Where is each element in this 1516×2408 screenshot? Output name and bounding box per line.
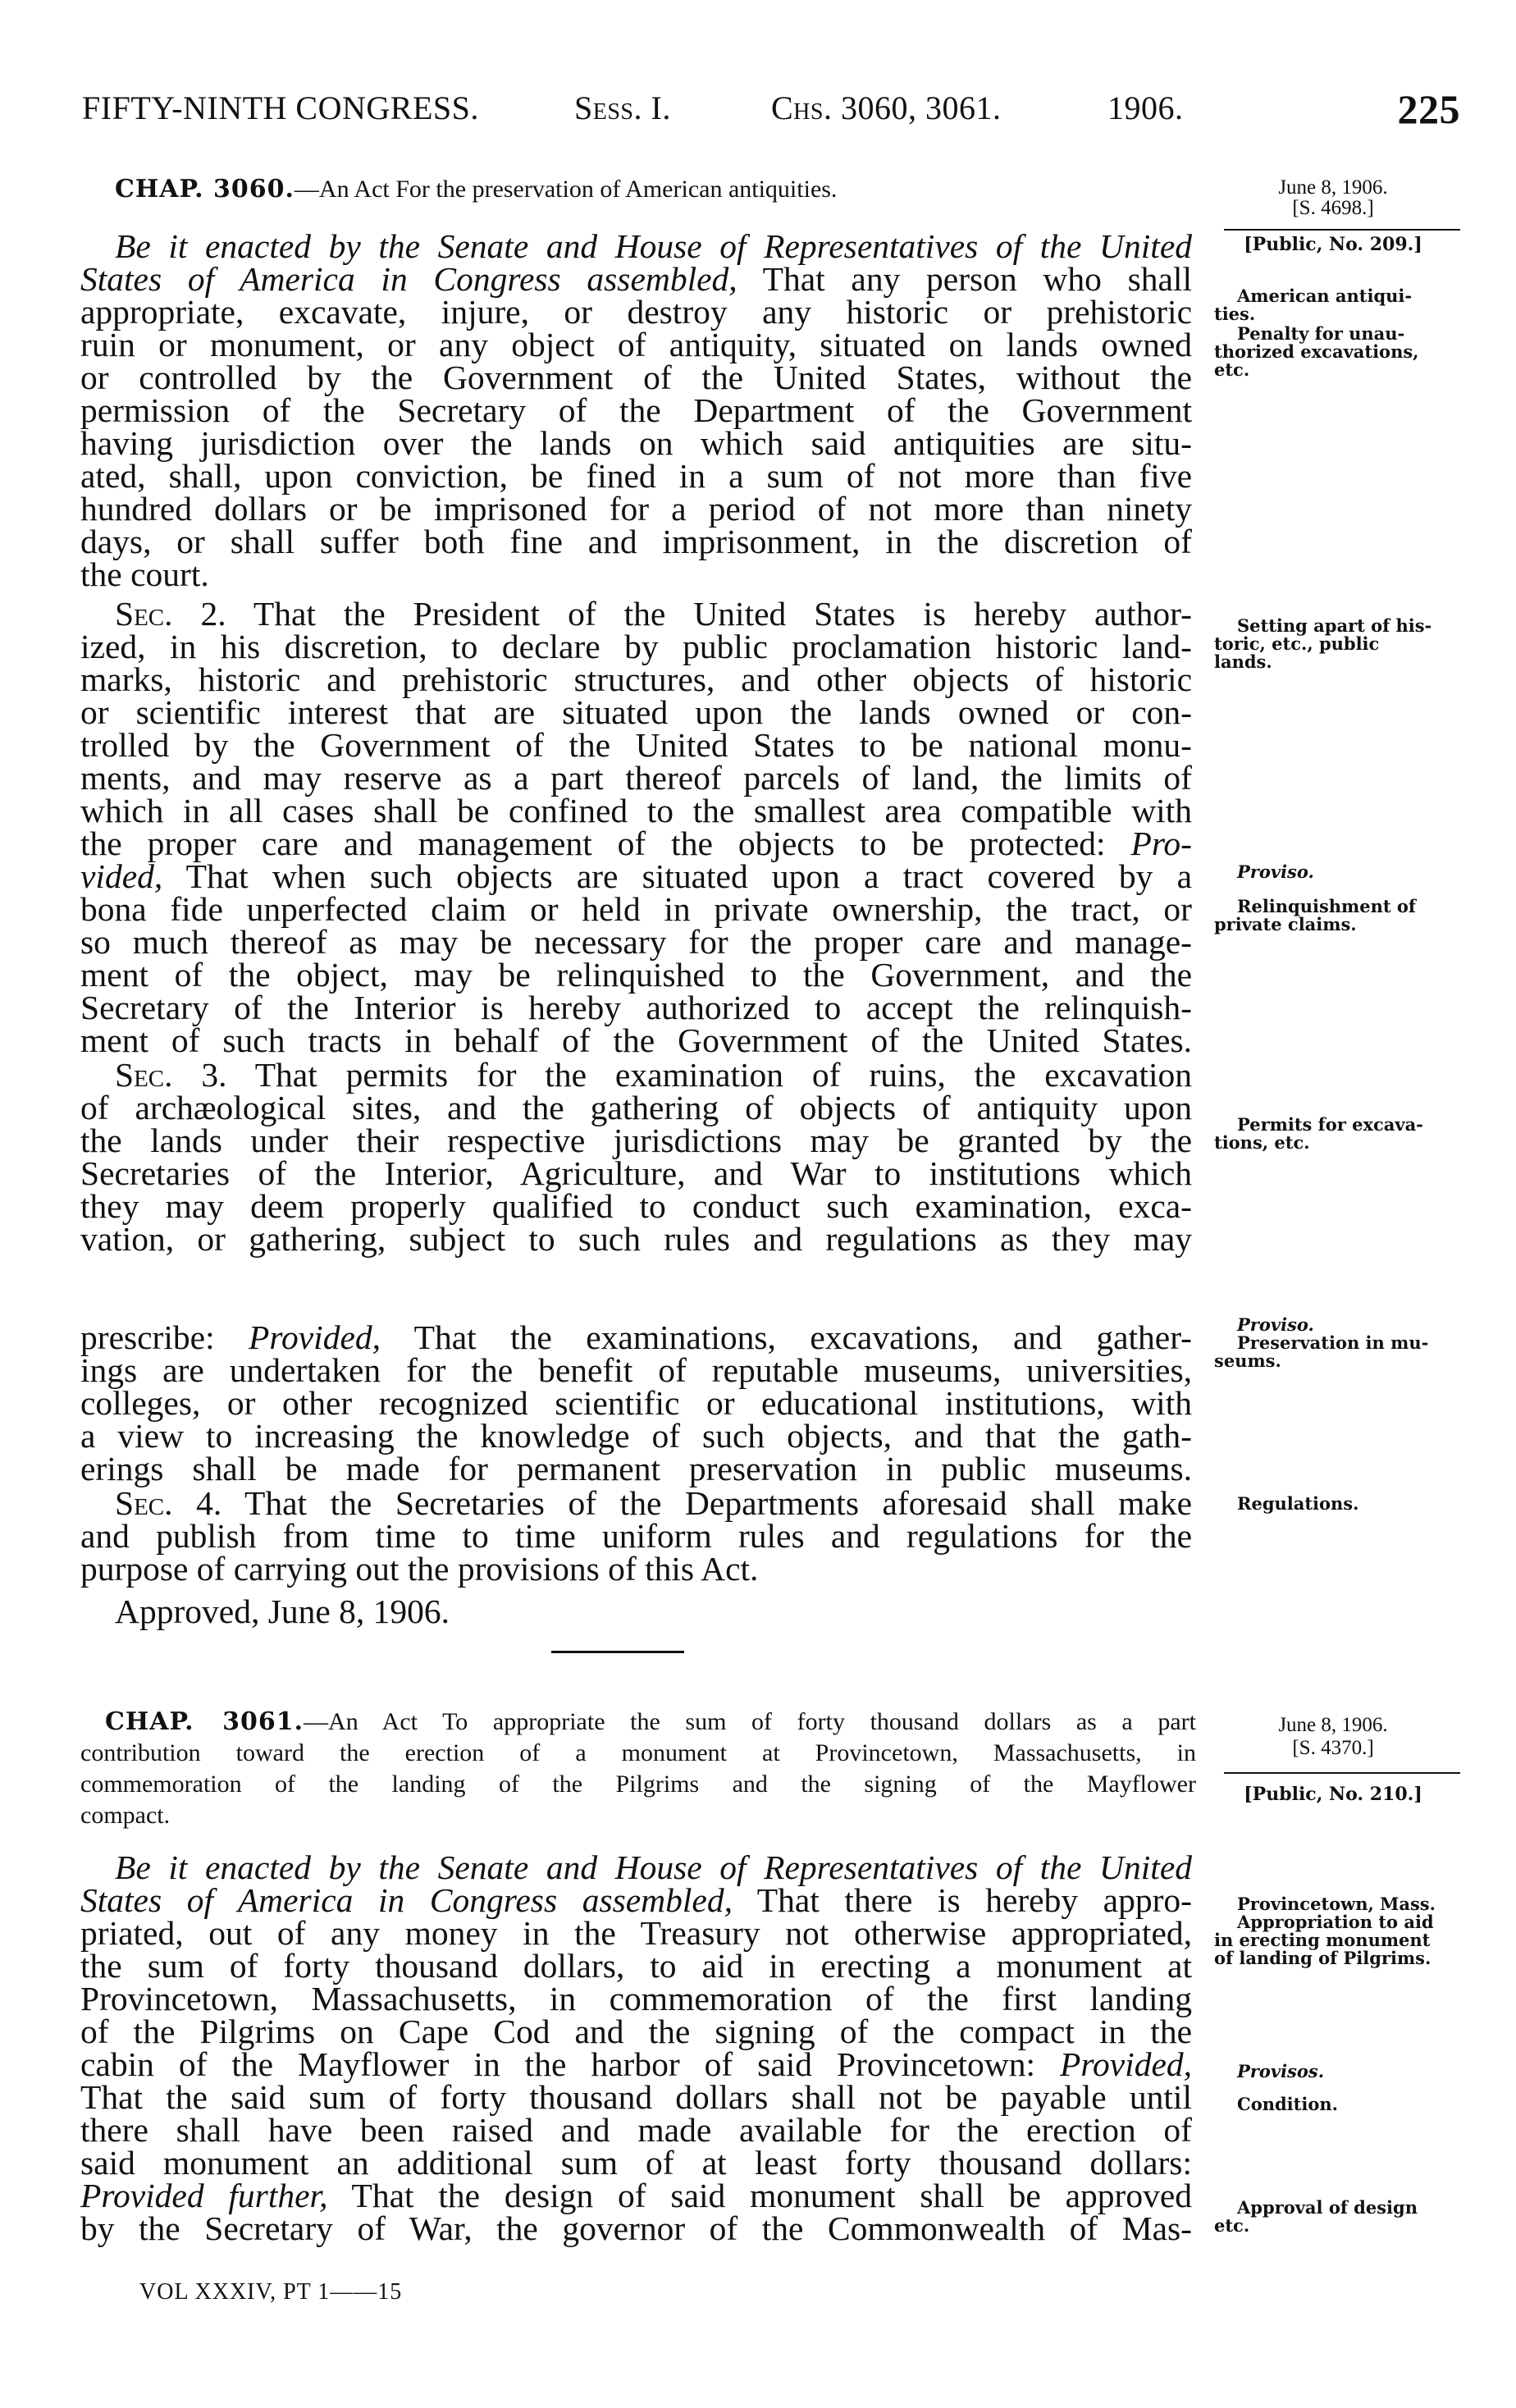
chapter-3061-heading-line: commemoration of the landing of the Pilgrims and the signing of the Mayflower: [80, 1771, 1196, 1798]
body-line: of the Pilgrims on Cape Cod and the signing of the compact in the: [80, 2013, 1192, 2050]
year-label: 1906.: [1107, 89, 1184, 126]
body-line: which in all cases shall be confined to the smallest area compatible with: [80, 792, 1192, 829]
body-line: of archæological sites, and the gathering of objects of antiquity upon: [80, 1089, 1192, 1126]
chapter-3061-public-law: [Public, No. 210.]: [1244, 1784, 1422, 1805]
margin-note-provisos: Provisos.: [1237, 2061, 1325, 2081]
section-label: Sec. 4.: [115, 1484, 222, 1522]
body-line: ings are undertaken for the benefit of reputable museums, universities,: [80, 1351, 1192, 1389]
margin-note-preservation: Preservation in mu- seums.: [1214, 1332, 1429, 1371]
congress-label: FIFTY-NINTH CONGRESS.: [82, 89, 479, 126]
chapter-3060-date: June 8, 1906.: [1278, 176, 1388, 199]
margin-note-permits: Permits for excava- tions, etc.: [1214, 1114, 1423, 1153]
margin-note-setting-apart: Setting apart of his- toric, etc., public lands.: [1214, 615, 1432, 672]
body-line: prescribe: Provided, That the examinations, excavations, and gather-: [80, 1318, 1193, 1356]
approved-line: Approved, June 8, 1906.: [115, 1592, 450, 1630]
chapter-3060-label: CHAP. 3060.: [115, 175, 295, 203]
body-line: States of America in Congress assembled, That any person who shall: [80, 260, 1192, 298]
chapter-3061-heading-line: contribution toward the erection of a monument at Provincetown, Massachusetts, in: [80, 1739, 1196, 1766]
section-2-line: Sec. 2. That the President of the United States is hereby author-: [115, 595, 1192, 633]
body-line: appropriate, excavate, injure, or destroy any historic or prehistoric: [80, 293, 1192, 331]
body-line: they may deem properly qualified to conduct such examination, exca-: [80, 1187, 1192, 1225]
body-line: purpose of carrying out the provisions of this Act.: [80, 1550, 759, 1588]
margin-rule: [1224, 229, 1460, 231]
body-line: ized, in his discretion, to declare by public proclamation historic land-: [80, 628, 1192, 665]
margin-note-condition: Condition.: [1237, 2094, 1338, 2114]
chapter-3061-bill: [S. 4370.]: [1292, 1737, 1374, 1759]
margin-note-penalty: Penalty for unau- thorized excavations, etc.: [1214, 323, 1419, 380]
body-line: marks, historic and prehistoric structures, and other objects of historic: [80, 660, 1192, 698]
body-line: Provided further, That the design of said monument shall be approved: [80, 2177, 1192, 2214]
body-line: ment of the object, may be relinquished to the Government, and the: [80, 956, 1192, 994]
body-line: vided, That when such objects are situated upon a tract covered by a: [80, 857, 1192, 895]
body-line: permission of the Secretary of the Department of the Government: [80, 391, 1192, 429]
body-line: priated, out of any money in the Treasury not otherwise appropriated,: [80, 1914, 1192, 1952]
signature-mark: VOL XXXIV, PT 1——15: [139, 2279, 403, 2305]
body-line: ment of such tracts in behalf of the Government of the United States.: [80, 1021, 1192, 1059]
body-line: Secretaries of the Interior, Agriculture, and War to institutions which: [80, 1154, 1192, 1192]
chapter-3061-date: June 8, 1906.: [1278, 1714, 1388, 1736]
running-head: [82, 86, 1460, 138]
section-3-line: Sec. 3. That permits for the examination of ruins, the excavation: [115, 1056, 1193, 1094]
body-line: having jurisdiction over the lands on which said antiquities are situ-: [80, 424, 1192, 462]
chapter-3061-label: CHAP. 3061.: [105, 1707, 304, 1736]
chapter-3061-heading: CHAP. 3061.—An Act To appropriate the sum of forty thousand dollars as a part: [105, 1707, 1197, 1736]
section-4-line: Sec. 4. That the Secretaries of the Departments aforesaid shall make: [115, 1484, 1193, 1522]
body-line: bona fide unperfected claim or held in private ownership, the tract, or: [80, 890, 1192, 928]
body-line: States of America in Congress assembled, That there is hereby appro-: [80, 1881, 1192, 1919]
section-label: Sec. 2.: [115, 595, 226, 633]
body-line: erings shall be made for permanent preservation in public museums.: [80, 1450, 1192, 1487]
body-line: the sum of forty thousand dollars, to aid in erecting a monument at: [80, 1947, 1192, 1985]
body-line: a view to increasing the knowledge of such objects, and that the gath-: [80, 1417, 1192, 1455]
body-line: ruin or monument, or any object of antiquity, situated on lands owned: [80, 326, 1192, 363]
body-line: the court.: [80, 555, 209, 593]
body-line: Provincetown, Massachusetts, in commemoration of the first landing: [80, 1980, 1192, 2017]
chapter-3060-heading: [115, 174, 1198, 205]
chapter-separator-rule: [551, 1651, 684, 1653]
body-line: there shall have been raised and made available for the erection of: [80, 2111, 1192, 2149]
body-line: ated, shall, upon conviction, be fined in a sum of not more than five: [80, 457, 1192, 495]
chapters-label: Chs. 3060, 3061.: [771, 89, 1002, 126]
body-line: the proper care and management of the objects to be protected: Pro-: [80, 825, 1192, 862]
body-line: cabin of the Mayflower in the harbor of said Provincetown: Provided,: [80, 2045, 1192, 2083]
body-line: days, or shall suffer both fine and imprisonment, in the discretion of: [80, 523, 1192, 560]
margin-note-american-antiquities: American antiqui- ties.: [1214, 286, 1413, 324]
body-line: ments, and may reserve as a part thereof parcels of land, the limits of: [80, 759, 1192, 797]
body-line: so much thereof as may be necessary for the proper care and manage-: [80, 923, 1192, 961]
body-line: by the Secretary of War, the governor of the Commonwealth of Mas-: [80, 2209, 1192, 2247]
body-line: vation, or gathering, subject to such rules and regulations as they may: [80, 1220, 1192, 1258]
body-line: Be it enacted by the Senate and House of Representatives of the United: [115, 1848, 1192, 1886]
margin-note-provincetown: Provincetown, Mass. Appropriation to aid in erecting monument of landing of Pilgrims.: [1214, 1894, 1436, 1968]
body-line: or scientific interest that are situated upon the lands owned or con-: [80, 693, 1192, 731]
chapter-3060-public-law: [Public, No. 209.]: [1244, 234, 1422, 255]
body-line: That the said sum of forty thousand dollars shall not be payable until: [80, 2078, 1192, 2116]
body-line: said monument an additional sum of at least forty thousand dollars:: [80, 2144, 1192, 2182]
margin-note-approval-of-design: Approval of design etc.: [1214, 2197, 1418, 2236]
body-line: and publish from time to time uniform rules and regulations for the: [80, 1517, 1192, 1555]
body-line: Secretary of the Interior is hereby authorized to accept the relinquish-: [80, 989, 1192, 1026]
margin-note-proviso: Proviso.: [1237, 861, 1314, 882]
margin-note-relinquishment: Relinquishment of private claims.: [1214, 896, 1416, 934]
margin-note-regulations: Regulations.: [1237, 1493, 1359, 1514]
chapter-3061-heading-line: compact.: [80, 1802, 171, 1829]
body-line: or controlled by the Government of the United States, without the: [80, 359, 1192, 396]
section-label: Sec. 3.: [115, 1056, 227, 1094]
body-line: hundred dollars or be imprisoned for a period of not more than ninety: [80, 490, 1192, 528]
body-line: colleges, or other recognized scientific or educational institutions, with: [80, 1384, 1192, 1422]
chapter-3060-bill: [S. 4698.]: [1292, 197, 1374, 219]
page-number: 225: [1397, 86, 1460, 132]
margin-note-proviso-2: Proviso.: [1237, 1314, 1314, 1335]
body-line: Be it enacted by the Senate and House of Representatives of the United: [115, 227, 1192, 265]
session-label: Sess. I.: [574, 89, 671, 126]
body-line: the lands under their respective jurisdictions may be granted by the: [80, 1122, 1192, 1159]
chapter-3060-title: —An Act For the preservation of American antiquities.: [294, 176, 838, 203]
body-line: trolled by the Government of the United States to be national monu-: [80, 726, 1192, 764]
margin-rule: [1224, 1772, 1460, 1774]
